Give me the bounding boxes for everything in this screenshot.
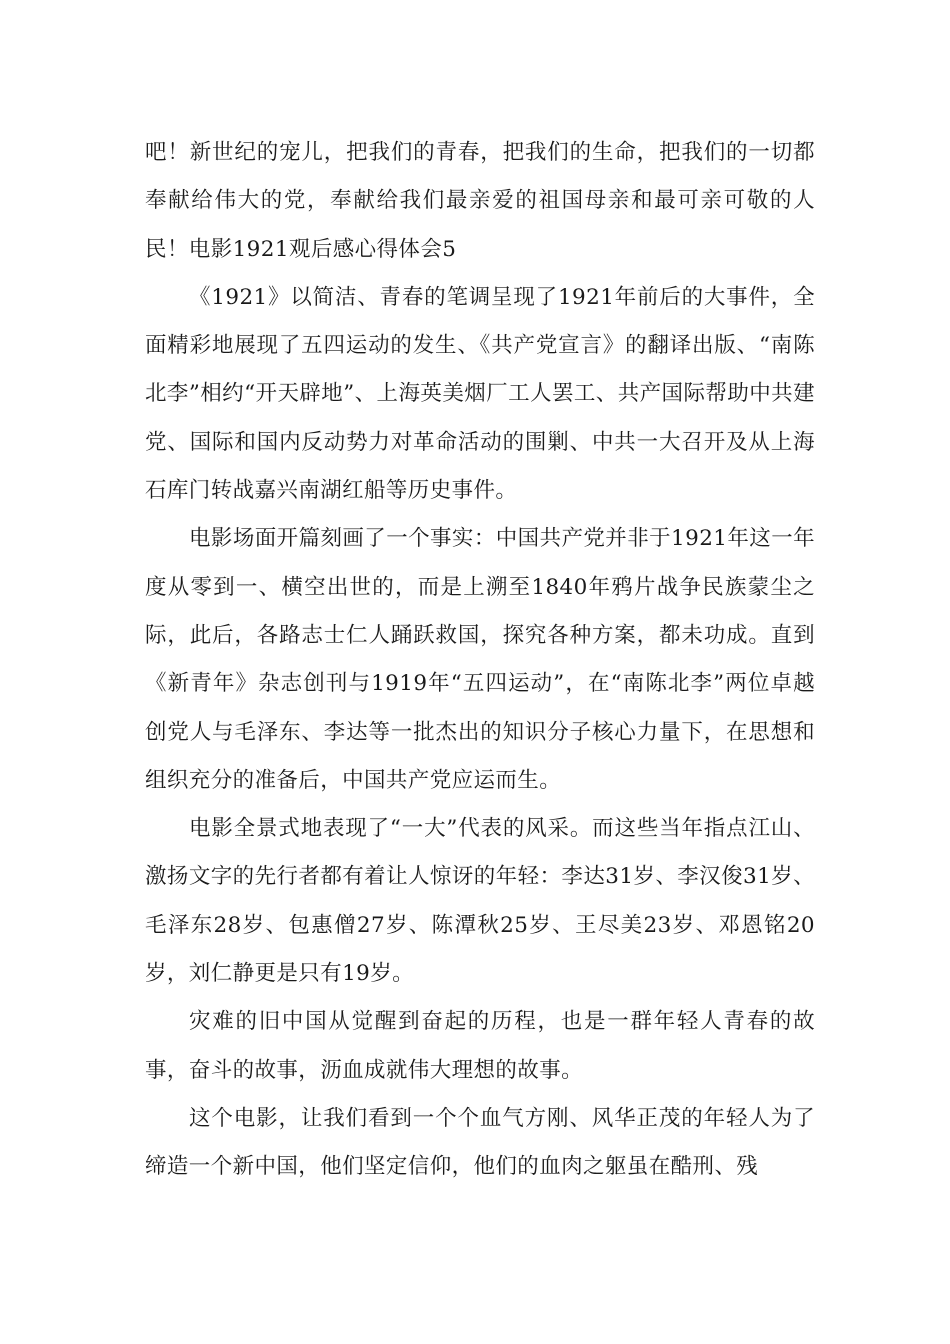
paragraph-1: 吧！新世纪的宠儿，把我们的青春，把我们的生命，把我们的一切都奉献给伟大的党，奉献给我们最亲爱的祖国母亲和最可亲可敬的人民！电影1921观后感心得体会5: [145, 140, 815, 262]
paragraph-5: 灾难的旧中国从觉醒到奋起的历程，也是一群年轻人青春的故事，奋斗的故事，沥血成就伟大理想的故事。: [145, 1009, 815, 1083]
paragraph-6: 这个电影，让我们看到一个个血气方刚、风华正茂的年轻人为了缔造一个新中国，他们坚定信仰，他们的血肉之躯虽在酷刑、残: [145, 1105, 815, 1180]
paragraph-2: 《1921》以简洁、青春的笔调呈现了1921年前后的大事件，全面精彩地展现了五四运动的发生、《共产党宣言》的翻译出版、“南陈北李”相约“开天辟地”、上海英美烟厂工人罢工、共产国际帮助中共建党、国际和国内反动势力对革命活动的围剿、中共一大召开及从上海石库门转战嘉兴南湖红船等历史事件。: [145, 284, 815, 504]
paragraph-3: 电影场面开篇刻画了一个事实：中国共产党并非于1921年这一年度从零到一、横空出世的，而是上溯至1840年鸦片战争民族蒙尘之际，此后，各路志士仁人踊跃救国，探究各种方案，都未功成。直到《新青年》杂志创刊与1919年“五四运动”，在“南陈北李”两位卓越创党人与毛泽东、李达等一批杰出的知识分子核心力量下，在思想和组织充分的准备后，中国共产党应运而生。: [145, 526, 815, 793]
document-body: [145, 129, 815, 1192]
paragraph-4: 电影全景式地表现了“一大”代表的风采。而这些当年指点江山、激扬文字的先行者都有着让人惊讶的年轻：李达31岁、李汉俊31岁、毛泽东28岁、包惠僧27岁、陈潭秋25岁、王尽美23岁、邓恩铭20岁，刘仁静更是只有19岁。: [145, 816, 815, 987]
